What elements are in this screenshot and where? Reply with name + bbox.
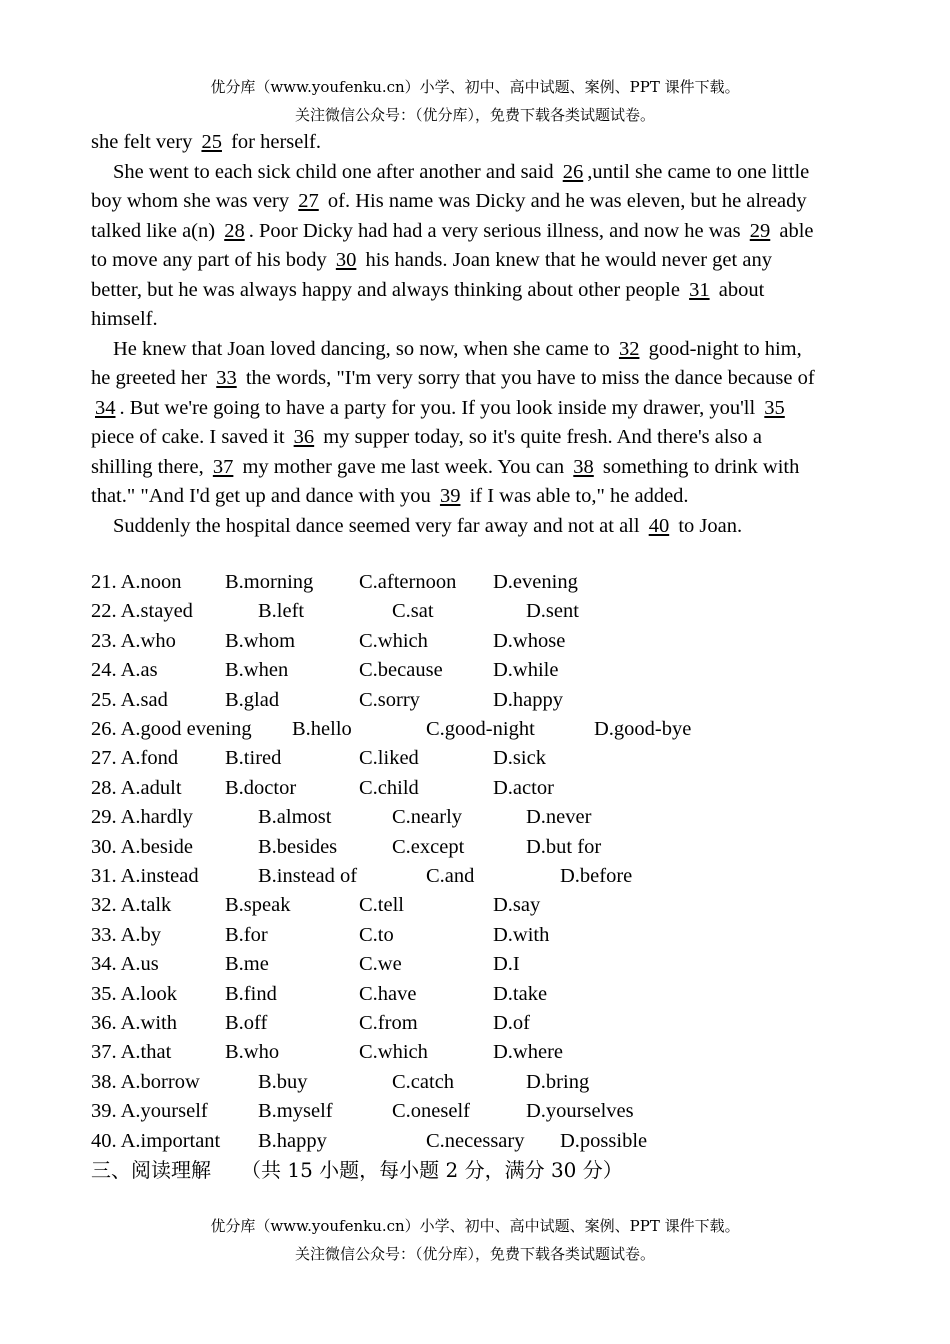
option-b: B.hello: [292, 718, 352, 740]
section-note: （共 15 小题，每小题 2 分，满分 30 分）: [241, 1158, 623, 1182]
option-d: D.I: [493, 953, 520, 976]
option-c: C.which: [359, 1041, 428, 1064]
option-c: C.necessary: [426, 1129, 525, 1152]
option-b: B.glad: [225, 688, 280, 711]
blank-34: 34: [95, 396, 116, 419]
option-d: D.before: [560, 865, 633, 887]
passage-text: his hands. Joan knew that he would never get any better, but he was always happy and always thinking about other people: [91, 249, 772, 301]
option-a: 28. A.adult: [91, 776, 182, 799]
option-c: C.catch: [392, 1070, 455, 1093]
option-a: 30. A.beside: [91, 835, 193, 858]
option-c: C.to: [359, 923, 394, 946]
passage-text: my mother gave me last week. You can: [237, 455, 570, 478]
option-b: B.instead of: [258, 865, 358, 887]
passage-text: piece of cake. I saved it: [91, 426, 290, 448]
option-b: B.buy: [258, 1070, 308, 1093]
option-b: B.off: [225, 1012, 268, 1034]
option-d: D.actor: [493, 776, 554, 799]
option-b: B.for: [225, 923, 268, 946]
option-b: B.find: [225, 982, 277, 1005]
passage-text: she felt very: [91, 131, 198, 153]
option-d: D.with: [493, 923, 550, 946]
option-d: D.while: [493, 659, 559, 682]
option-a: 23. A.who: [91, 629, 176, 652]
passage-text: . Poor Dicky had had a very serious illness, and now he was: [248, 219, 746, 242]
passage-text: if I was able to," he added.: [464, 485, 689, 507]
option-b: B.me: [225, 953, 269, 976]
passage-paragraph-3: [91, 335, 821, 512]
option-d: D.evening: [493, 571, 578, 593]
option-d: D.say: [493, 894, 541, 917]
option-c: C.which: [359, 629, 428, 652]
option-c: C.liked: [359, 747, 419, 770]
option-a: 36. A.with: [91, 1012, 177, 1034]
option-a: 26. A.good evening: [91, 718, 252, 740]
blank-25: 25: [201, 131, 222, 153]
option-d: D.where: [493, 1041, 564, 1064]
option-a: 31. A.instead: [91, 865, 199, 887]
blank-28: 28: [224, 219, 245, 242]
passage-text: to Joan.: [673, 514, 743, 537]
blank-33: 33: [216, 367, 237, 389]
option-a: 38. A.borrow: [91, 1070, 200, 1093]
option-d: D.yourselves: [526, 1100, 634, 1123]
option-a: 24. A.as: [91, 659, 158, 682]
passage-text: about himself.: [91, 278, 765, 330]
option-c: C.good-night: [426, 718, 535, 740]
blank-30: 30: [335, 249, 357, 271]
passage-text: good-night to him, he greeted her: [91, 337, 802, 389]
option-d: D.take: [493, 982, 548, 1005]
option-c: C.have: [359, 982, 417, 1005]
option-c: C.child: [359, 776, 419, 799]
option-b: B.speak: [225, 894, 291, 917]
passage-text: . But we're going to have a party for you. If you look inside my drawer, you'll: [119, 396, 761, 419]
header-line-2: 关注微信公众号：（优分库），免费下载各类试题试卷。: [294, 106, 655, 124]
passage-paragraph-2: [91, 158, 821, 335]
passage-text: something to drink with that." "And I'd get up and dance with you: [91, 455, 800, 507]
passage-text: the words, "I'm very sorry that you have to miss the dance because of: [240, 367, 815, 389]
option-c: C.except: [392, 835, 465, 858]
passage-text: of. His name was Dicky and he was eleven, but he already talked like a(n): [91, 190, 807, 242]
option-a: 34. A.us: [91, 953, 159, 976]
option-c: C.we: [359, 953, 402, 976]
blank-31: 31: [689, 278, 710, 301]
header-line-1: 优分库（www.youfenku.cn）小学、初中、高中试题、案例、PPT 课件下载。: [210, 78, 740, 96]
blank-37: 37: [212, 455, 234, 478]
option-b: B.tired: [225, 747, 282, 770]
passage-text: Suddenly the hospital dance seemed very far away and not at all: [113, 514, 645, 537]
option-c: C.nearly: [392, 806, 463, 829]
passage-text: for herself.: [225, 131, 322, 153]
option-b: B.happy: [258, 1129, 327, 1152]
option-b: B.left: [258, 600, 305, 623]
option-a: 40. A.important: [91, 1129, 221, 1152]
passage-text: able to move any part of his body: [91, 219, 814, 271]
option-a: 32. A.talk: [91, 894, 172, 917]
option-b: B.almost: [258, 806, 332, 829]
blank-36: 36: [293, 426, 315, 448]
option-b: B.besides: [258, 835, 338, 858]
option-a: 33. A.by: [91, 923, 162, 946]
section-heading: [91, 1156, 623, 1185]
option-a: 37. A.that: [91, 1041, 172, 1064]
option-c: C.oneself: [392, 1100, 470, 1123]
blank-39: 39: [439, 485, 461, 507]
cloze-passage: [91, 128, 821, 541]
option-c: C.tell: [359, 894, 404, 917]
blank-29: 29: [749, 219, 771, 242]
option-a: 25. A.sad: [91, 688, 168, 711]
option-c: C.and: [426, 865, 475, 887]
option-d: D.never: [526, 806, 592, 829]
passage-text: my supper today, so it's quite fresh. And there's also a shilling there,: [91, 426, 763, 478]
option-d: D.possible: [560, 1129, 648, 1152]
option-c: C.from: [359, 1012, 418, 1034]
option-a: 29. A.hardly: [91, 806, 193, 829]
blank-38: 38: [573, 455, 594, 478]
option-c: C.because: [359, 659, 443, 682]
option-b: B.doctor: [225, 776, 297, 799]
option-d: D.happy: [493, 688, 564, 711]
option-a: 35. A.look: [91, 982, 177, 1005]
option-d: D.sick: [493, 747, 546, 770]
option-b: B.whom: [225, 629, 296, 652]
option-d: D.sent: [526, 600, 579, 623]
blank-32: 32: [618, 337, 640, 360]
option-c: C.afternoon: [359, 571, 457, 593]
option-c: C.sat: [392, 600, 434, 623]
footer-line-1: 优分库（www.youfenku.cn）小学、初中、高中试题、案例、PPT 课件下载。: [210, 1217, 740, 1235]
footer-line-2: 关注微信公众号：（优分库），免费下载各类试题试卷。: [294, 1245, 655, 1263]
option-d: D.but for: [526, 835, 602, 858]
blank-26: 26: [562, 160, 584, 183]
option-a: 39. A.yourself: [91, 1100, 208, 1123]
blank-27: 27: [298, 190, 319, 212]
option-b: B.morning: [225, 571, 314, 593]
option-d: D.bring: [526, 1070, 590, 1093]
option-d: D.of: [493, 1012, 531, 1034]
blank-40: 40: [648, 514, 670, 537]
option-d: D.whose: [493, 629, 566, 652]
option-c: C.sorry: [359, 688, 420, 711]
option-a: 22. A.stayed: [91, 600, 193, 623]
option-a: 21. A.noon: [91, 571, 182, 593]
option-a: 27. A.fond: [91, 747, 179, 770]
option-b: B.when: [225, 659, 289, 682]
passage-text: ,until she came to one little boy whom she was very: [91, 160, 810, 212]
blank-35: 35: [764, 396, 785, 419]
option-b: B.myself: [258, 1100, 333, 1123]
option-d: D.good-bye: [594, 718, 692, 740]
passage-text: He knew that Joan loved dancing, so now, when she came to: [113, 337, 615, 360]
section-title: 三、阅读理解: [91, 1158, 211, 1182]
passage-text: She went to each sick child one after another and said: [113, 160, 559, 183]
passage-paragraph-1: [91, 128, 821, 158]
passage-paragraph-4: [91, 512, 821, 542]
option-b: B.who: [225, 1041, 280, 1064]
